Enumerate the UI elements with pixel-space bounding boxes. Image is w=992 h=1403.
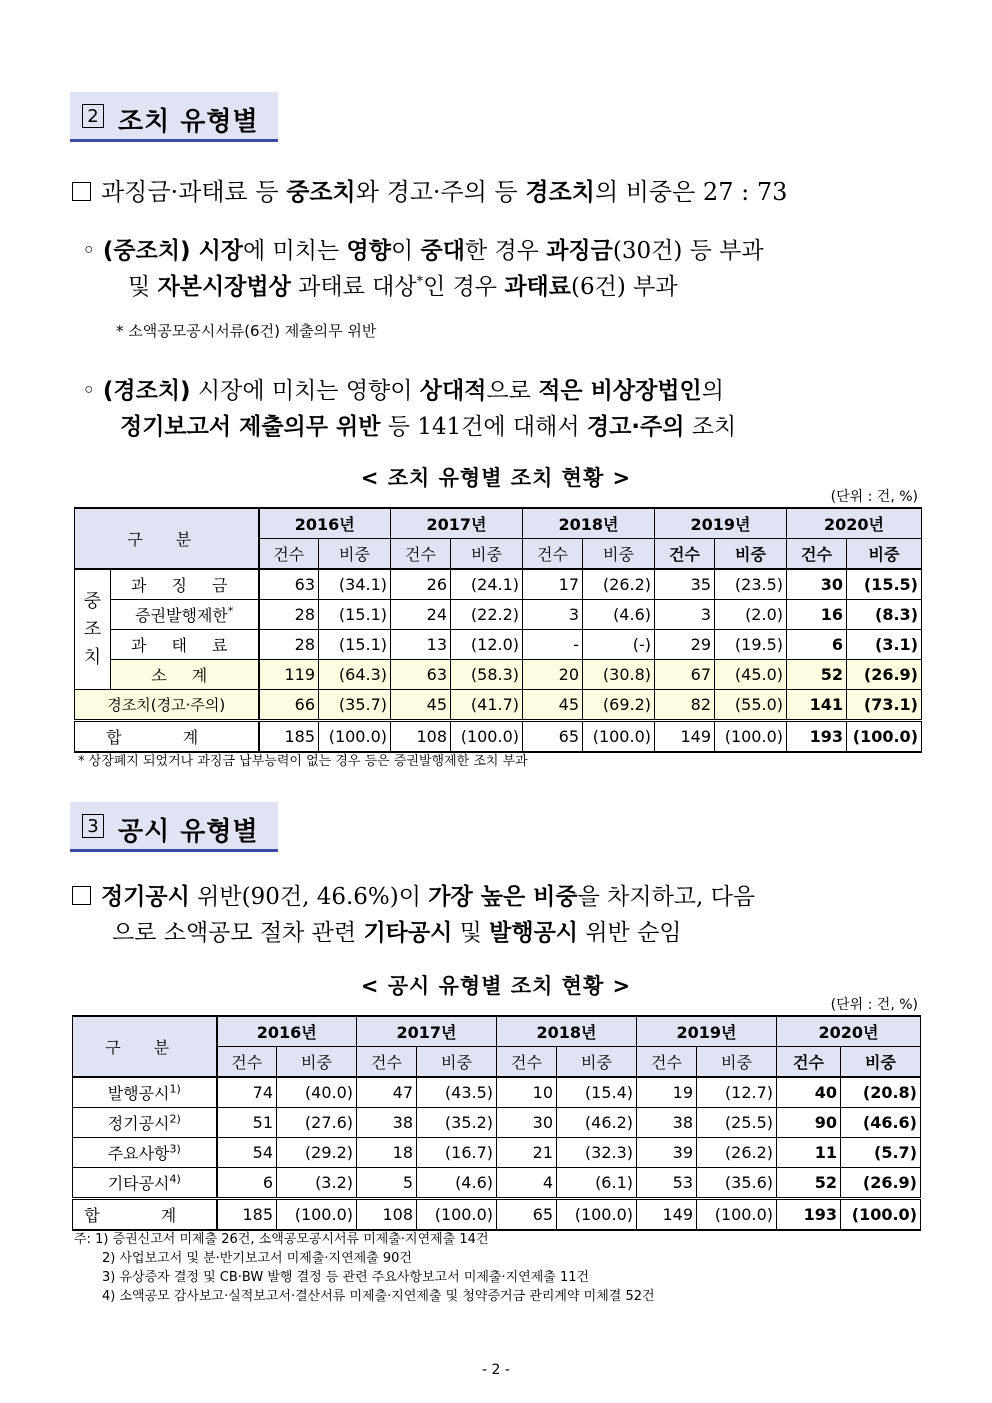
count-cell: 63 bbox=[259, 569, 319, 600]
count-cell: 16 bbox=[787, 600, 847, 630]
year-header: 2017년 bbox=[357, 1016, 497, 1047]
count-cell: 13 bbox=[391, 630, 451, 660]
section-header-3 bbox=[70, 802, 278, 852]
sub-header: 비중 bbox=[319, 539, 391, 570]
count-cell: 45 bbox=[523, 690, 583, 721]
table2-unit: (단위 : 건, %) bbox=[830, 997, 918, 1013]
count-cell: 149 bbox=[637, 1199, 697, 1231]
ratio-cell: (43.5) bbox=[417, 1077, 497, 1108]
count-cell: 65 bbox=[523, 721, 583, 753]
ratio-cell: (24.1) bbox=[451, 569, 523, 600]
ratio-cell: (35.6) bbox=[697, 1168, 777, 1199]
light-line-2: 정기보고서 제출의무 위반 등 141건에 대해서 경고·주의 조치 bbox=[120, 414, 737, 440]
year-header: 2016년 bbox=[217, 1016, 357, 1047]
ratio-cell: (100.0) bbox=[715, 721, 787, 753]
row-label: 과 태 료 bbox=[111, 630, 259, 660]
count-cell: 10 bbox=[497, 1077, 557, 1108]
ratio-cell: (35.7) bbox=[319, 690, 391, 721]
count-cell: 74 bbox=[217, 1077, 277, 1108]
section-title: 공시 유형별 bbox=[118, 817, 259, 847]
ratio-cell: (19.5) bbox=[715, 630, 787, 660]
count-cell: 30 bbox=[497, 1108, 557, 1138]
ratio-cell: (100.0) bbox=[451, 721, 523, 753]
count-cell: 193 bbox=[777, 1199, 841, 1231]
ratio-cell: (100.0) bbox=[847, 721, 922, 753]
ratio-cell: (100.0) bbox=[697, 1199, 777, 1231]
count-cell: 40 bbox=[777, 1077, 841, 1108]
sub-header: 건수 bbox=[357, 1047, 417, 1078]
ratio-cell: (5.7) bbox=[841, 1138, 921, 1168]
count-cell: 5 bbox=[357, 1168, 417, 1199]
note-line: 4) 소액공모 감사보고·실적보고서·결산서류 미제출·지연제출 및 청약증거금 관리계약 미체결 52건 bbox=[102, 1289, 655, 1304]
table-row bbox=[73, 1199, 921, 1231]
count-cell: 185 bbox=[259, 721, 319, 753]
row-label: 합 계 bbox=[73, 1199, 217, 1231]
ratio-cell: (41.7) bbox=[451, 690, 523, 721]
bullet-main: 과징금·과태료 등 중조치와 경고·주의 등 경조치의 비중은 27 : 73 bbox=[72, 172, 787, 207]
light-line-1: ◦ (경조치) 시장에 미치는 영향이 상대적으로 적은 비상장법인의 bbox=[82, 378, 724, 404]
count-cell: 54 bbox=[217, 1138, 277, 1168]
count-cell: 38 bbox=[357, 1108, 417, 1138]
sub-header: 비중 bbox=[841, 1047, 921, 1078]
sub-header: 비중 bbox=[697, 1047, 777, 1078]
table-row bbox=[75, 660, 922, 690]
sub-header: 건수 bbox=[217, 1047, 277, 1078]
count-cell: 17 bbox=[523, 569, 583, 600]
sub-header: 건수 bbox=[777, 1047, 841, 1078]
table2-title: < 공시 유형별 조치 현황 > bbox=[360, 974, 632, 998]
ratio-cell: (22.2) bbox=[451, 600, 523, 630]
ratio-cell: (40.0) bbox=[277, 1077, 357, 1108]
sub-header: 건수 bbox=[497, 1047, 557, 1078]
count-cell: 28 bbox=[259, 600, 319, 630]
count-cell: 3 bbox=[523, 600, 583, 630]
note-line: 주: 1) 증권신고서 미제출 26건, 소액공모공시서류 미제출·지연제출 14건 bbox=[74, 1232, 489, 1247]
sub-header: 건수 bbox=[259, 539, 319, 570]
count-cell: 108 bbox=[391, 721, 451, 753]
count-cell: 30 bbox=[787, 569, 847, 600]
table-row bbox=[75, 630, 922, 660]
count-cell: 149 bbox=[655, 721, 715, 753]
checkbox-square-icon bbox=[72, 886, 91, 905]
count-cell: 66 bbox=[259, 690, 319, 721]
year-header: 2020년 bbox=[787, 508, 922, 539]
count-cell: 26 bbox=[391, 569, 451, 600]
table1-footnote: * 상장폐지 되었거나 과징금 납부능력이 없는 경우 등은 증권발행제한 조치 부과 bbox=[78, 754, 528, 769]
disclosure-bullet-line-2: 으로 소액공모 절차 관련 기타공시 및 발행공시 위반 순임 bbox=[112, 920, 682, 946]
ratio-cell: (35.2) bbox=[417, 1108, 497, 1138]
table-row bbox=[75, 690, 922, 721]
ratio-cell: (15.5) bbox=[847, 569, 922, 600]
ratio-cell: (100.0) bbox=[319, 721, 391, 753]
row-label: 정기공시$^{2)}$ bbox=[73, 1108, 217, 1138]
count-cell: 82 bbox=[655, 690, 715, 721]
ratio-cell: (29.2) bbox=[277, 1138, 357, 1168]
count-cell: 108 bbox=[357, 1199, 417, 1231]
sub-header: 건수 bbox=[787, 539, 847, 570]
ratio-cell: (58.3) bbox=[451, 660, 523, 690]
year-header: 2017년 bbox=[391, 508, 523, 539]
sub-header: 건수 bbox=[655, 539, 715, 570]
section-number: 2 bbox=[82, 104, 104, 128]
table-corner: 구 분 bbox=[73, 1016, 217, 1077]
count-cell: 141 bbox=[787, 690, 847, 721]
ratio-cell: (46.6) bbox=[841, 1108, 921, 1138]
count-cell: 185 bbox=[217, 1199, 277, 1231]
ratio-cell: (15.4) bbox=[557, 1077, 637, 1108]
ratio-cell: (27.6) bbox=[277, 1108, 357, 1138]
ratio-cell: (12.0) bbox=[451, 630, 523, 660]
ratio-cell: (3.2) bbox=[277, 1168, 357, 1199]
count-cell: 39 bbox=[637, 1138, 697, 1168]
count-cell: 19 bbox=[637, 1077, 697, 1108]
sub-header: 비중 bbox=[583, 539, 655, 570]
ratio-cell: (4.6) bbox=[583, 600, 655, 630]
table-row bbox=[73, 1077, 921, 1108]
ratio-cell: (100.0) bbox=[557, 1199, 637, 1231]
count-cell: 11 bbox=[777, 1138, 841, 1168]
count-cell: 38 bbox=[637, 1108, 697, 1138]
ratio-cell: (16.7) bbox=[417, 1138, 497, 1168]
year-header: 2020년 bbox=[777, 1016, 921, 1047]
ratio-cell: (26.2) bbox=[697, 1138, 777, 1168]
count-cell: 4 bbox=[497, 1168, 557, 1199]
group-label-heavy: 중 조 치 bbox=[75, 569, 111, 690]
ratio-cell: (3.1) bbox=[847, 630, 922, 660]
page-number: - 2 - bbox=[482, 1362, 510, 1378]
row-label: 경조치(경고·주의) bbox=[75, 690, 259, 721]
ratio-cell: (100.0) bbox=[277, 1199, 357, 1231]
count-cell: 6 bbox=[787, 630, 847, 660]
ratio-cell: (15.1) bbox=[319, 630, 391, 660]
table-corner: 구 분 bbox=[75, 508, 259, 569]
sub-header: 비중 bbox=[277, 1047, 357, 1078]
ratio-cell: (4.6) bbox=[417, 1168, 497, 1199]
table-row bbox=[75, 721, 922, 753]
table-row bbox=[73, 1168, 921, 1199]
note-line: 3) 유상증자 결정 및 CB·BW 발행 결정 등 관련 주요사항보고서 미제출·지연제출 11건 bbox=[102, 1270, 590, 1285]
ratio-cell: (69.2) bbox=[583, 690, 655, 721]
section-title: 조치 유형별 bbox=[118, 107, 259, 137]
ratio-cell: (2.0) bbox=[715, 600, 787, 630]
count-cell: 119 bbox=[259, 660, 319, 690]
row-label: 기타공시$^{4)}$ bbox=[73, 1168, 217, 1199]
row-label: 발행공시$^{1)}$ bbox=[73, 1077, 217, 1108]
sub-header: 비중 bbox=[417, 1047, 497, 1078]
ratio-cell: (20.8) bbox=[841, 1077, 921, 1108]
count-cell: 52 bbox=[777, 1168, 841, 1199]
table-row bbox=[73, 1108, 921, 1138]
count-cell: 21 bbox=[497, 1138, 557, 1168]
count-cell: 51 bbox=[217, 1108, 277, 1138]
table-row bbox=[75, 600, 922, 630]
ratio-cell: (45.0) bbox=[715, 660, 787, 690]
count-cell: 35 bbox=[655, 569, 715, 600]
heavy-line-2: 및 자본시장법상 과태료 대상*인 경우 과태료(6건) 부과 bbox=[128, 274, 678, 300]
table-disclosure-type bbox=[72, 1015, 921, 1231]
ratio-cell: (100.0) bbox=[583, 721, 655, 753]
ratio-cell: (8.3) bbox=[847, 600, 922, 630]
ratio-cell: (46.2) bbox=[557, 1108, 637, 1138]
count-cell: 53 bbox=[637, 1168, 697, 1199]
count-cell: 67 bbox=[655, 660, 715, 690]
heavy-note: * 소액공모공시서류(6건) 제출의무 위반 bbox=[116, 322, 377, 340]
count-cell: 18 bbox=[357, 1138, 417, 1168]
count-cell: 24 bbox=[391, 600, 451, 630]
count-cell: 20 bbox=[523, 660, 583, 690]
ratio-cell: (23.5) bbox=[715, 569, 787, 600]
ratio-cell: (-) bbox=[583, 630, 655, 660]
section-number: 3 bbox=[82, 814, 104, 838]
count-cell: 193 bbox=[787, 721, 847, 753]
heavy-line-1: ◦ (중조치) 시장에 미치는 영향이 중대한 경우 과징금(30건) 등 부과 bbox=[82, 238, 764, 264]
count-cell: 52 bbox=[787, 660, 847, 690]
sub-header: 건수 bbox=[391, 539, 451, 570]
count-cell: 29 bbox=[655, 630, 715, 660]
ratio-cell: (100.0) bbox=[417, 1199, 497, 1231]
count-cell: 28 bbox=[259, 630, 319, 660]
note-line: 2) 사업보고서 및 분·반기보고서 미제출·지연제출 90건 bbox=[102, 1251, 412, 1266]
ratio-cell: (15.1) bbox=[319, 600, 391, 630]
ratio-cell: (55.0) bbox=[715, 690, 787, 721]
count-cell: 63 bbox=[391, 660, 451, 690]
sub-header: 건수 bbox=[637, 1047, 697, 1078]
row-label: 소 계 bbox=[111, 660, 259, 690]
sub-header: 비중 bbox=[715, 539, 787, 570]
row-label: 증권발행제한* bbox=[111, 600, 259, 630]
year-header: 2018년 bbox=[523, 508, 655, 539]
ratio-cell: (32.3) bbox=[557, 1138, 637, 1168]
sub-header: 건수 bbox=[523, 539, 583, 570]
count-cell: 3 bbox=[655, 600, 715, 630]
table1-title: < 조치 유형별 조치 현황 > bbox=[360, 466, 632, 490]
ratio-cell: (25.5) bbox=[697, 1108, 777, 1138]
year-header: 2019년 bbox=[655, 508, 787, 539]
count-cell: - bbox=[523, 630, 583, 660]
row-label: 합 계 bbox=[75, 721, 259, 753]
section-header-2 bbox=[70, 92, 278, 142]
ratio-cell: (26.9) bbox=[847, 660, 922, 690]
count-cell: 45 bbox=[391, 690, 451, 721]
row-label: 과 징 금 bbox=[111, 569, 259, 600]
ratio-cell: (73.1) bbox=[847, 690, 922, 721]
table1-unit: (단위 : 건, %) bbox=[830, 489, 918, 505]
count-cell: 65 bbox=[497, 1199, 557, 1231]
count-cell: 47 bbox=[357, 1077, 417, 1108]
year-header: 2018년 bbox=[497, 1016, 637, 1047]
sub-header: 비중 bbox=[557, 1047, 637, 1078]
checkbox-square-icon bbox=[72, 182, 91, 201]
year-header: 2016년 bbox=[259, 508, 391, 539]
table-measures-by-type bbox=[74, 507, 922, 753]
count-cell: 90 bbox=[777, 1108, 841, 1138]
table-row bbox=[73, 1138, 921, 1168]
ratio-cell: (6.1) bbox=[557, 1168, 637, 1199]
sub-header: 비중 bbox=[451, 539, 523, 570]
ratio-cell: (12.7) bbox=[697, 1077, 777, 1108]
sub-header: 비중 bbox=[847, 539, 922, 570]
ratio-cell: (64.3) bbox=[319, 660, 391, 690]
row-label: 주요사항$^{3)}$ bbox=[73, 1138, 217, 1168]
ratio-cell: (26.2) bbox=[583, 569, 655, 600]
count-cell: 6 bbox=[217, 1168, 277, 1199]
year-header: 2019년 bbox=[637, 1016, 777, 1047]
ratio-cell: (30.8) bbox=[583, 660, 655, 690]
disclosure-bullet-line-1: 정기공시 위반(90건, 46.6%)이 가장 높은 비중을 차지하고, 다음 bbox=[72, 878, 755, 911]
ratio-cell: (26.9) bbox=[841, 1168, 921, 1199]
ratio-cell: (100.0) bbox=[841, 1199, 921, 1231]
ratio-cell: (34.1) bbox=[319, 569, 391, 600]
table-row bbox=[75, 569, 922, 600]
